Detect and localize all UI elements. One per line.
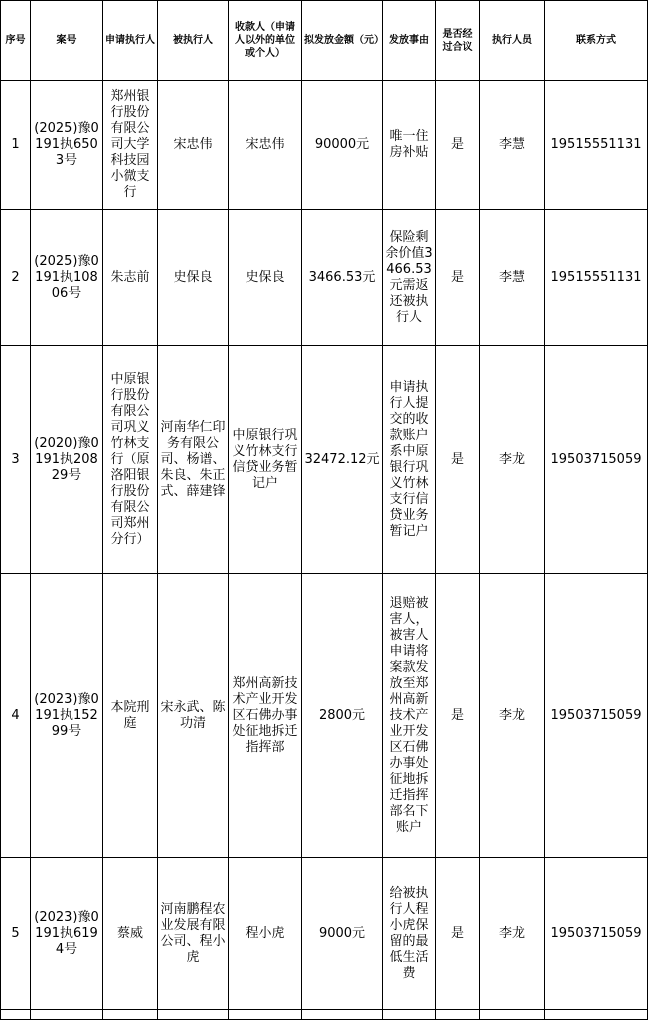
- cell-applicant: 郑州银行股份有限公司大学科技园小微支行: [103, 81, 158, 210]
- cell-reason: 申请执行人提交的收款账户系中原银行巩义竹林支行信贷业务暂记户: [383, 346, 436, 574]
- cell-contact: 19503715059: [545, 346, 648, 574]
- cell-officer: 李龙: [480, 574, 545, 858]
- header-reason: 发放事由: [383, 1, 436, 81]
- cell-seq: 5: [1, 858, 31, 1010]
- header-contact: 联系方式: [545, 1, 648, 81]
- cell-officer: 李慧: [480, 210, 545, 346]
- cell-case-no: (2020)豫0191执20829号: [31, 346, 103, 574]
- cell-case-no: (2023)豫0191执6194号: [31, 858, 103, 1010]
- header-officer: 执行人员: [480, 1, 545, 81]
- cell-amount: 32472.12元: [302, 346, 383, 574]
- cell-payee: 郑州高新技术产业开发区石佛办事处征地拆迁指挥部: [229, 574, 302, 858]
- cell-officer: 李龙: [480, 346, 545, 574]
- cell-payee: 程小虎: [229, 858, 302, 1010]
- cell-amount: 3466.53元: [302, 210, 383, 346]
- table-row-partial: [1, 1010, 648, 1020]
- cell-applicant: 朱志前: [103, 210, 158, 346]
- cell-meeting: 是: [436, 574, 480, 858]
- cell-amount: 9000元: [302, 858, 383, 1010]
- cell-officer: 李慧: [480, 81, 545, 210]
- header-payee: 收款人（申请人以外的单位或个人）: [229, 1, 302, 81]
- cell-applicant: 本院刑庭: [103, 574, 158, 858]
- cell-respondent: 河南华仁印务有限公司、杨谱、朱良、朱正式、薛建锋: [158, 346, 229, 574]
- table-row: [1, 346, 648, 574]
- table-row: [1, 210, 648, 346]
- header-applicant: 申请执行人: [103, 1, 158, 81]
- cell-seq: 4: [1, 574, 31, 858]
- cell-contact: 19503715059: [545, 858, 648, 1010]
- cell-seq: 2: [1, 210, 31, 346]
- header-row: [1, 1, 648, 81]
- cell-payee: 宋忠伟: [229, 81, 302, 210]
- cell-payee: 中原银行巩义竹林支行信贷业务暂记户: [229, 346, 302, 574]
- cell-reason: 退赔被害人，被害人申请将案款发放至郑州高新技术产业开发区石佛办事处征地拆迁指挥部名下账户: [383, 574, 436, 858]
- table-row: [1, 858, 648, 1010]
- cell-payee: 史保良: [229, 210, 302, 346]
- cell-meeting: 是: [436, 210, 480, 346]
- cell-reason: 保险剩余价值3466.53元需返还被执行人: [383, 210, 436, 346]
- cell-respondent: 宋永武、陈功清: [158, 574, 229, 858]
- cell-respondent: 宋忠伟: [158, 81, 229, 210]
- header-seq: 序号: [1, 1, 31, 81]
- cell-contact: 19503715059: [545, 574, 648, 858]
- cell-meeting: 是: [436, 858, 480, 1010]
- cell-respondent: 河南鹏程农业发展有限公司、程小虎: [158, 858, 229, 1010]
- cell-officer: 李龙: [480, 858, 545, 1010]
- cell-contact: 19515551131: [545, 81, 648, 210]
- cell-case-no: (2023)豫0191执15299号: [31, 574, 103, 858]
- header-respondent: 被执行人: [158, 1, 229, 81]
- cell-reason: 唯一住房补贴: [383, 81, 436, 210]
- cell-amount: 90000元: [302, 81, 383, 210]
- header-amount: 拟发放金额（元）: [302, 1, 383, 81]
- header-meeting: 是否经过合议: [436, 1, 480, 81]
- cell-meeting: 是: [436, 81, 480, 210]
- cell-seq: 3: [1, 346, 31, 574]
- cell-case-no: (2025)豫0191执10806号: [31, 210, 103, 346]
- cell-contact: 19515551131: [545, 210, 648, 346]
- table-row: [1, 574, 648, 858]
- header-case-no: 案号: [31, 1, 103, 81]
- cell-applicant: 蔡威: [103, 858, 158, 1010]
- cell-respondent: 史保良: [158, 210, 229, 346]
- cell-case-no: (2025)豫0191执6503号: [31, 81, 103, 210]
- cell-reason: 给被执行人程小虎保留的最低生活费: [383, 858, 436, 1010]
- cell-meeting: 是: [436, 346, 480, 574]
- cell-seq: 1: [1, 81, 31, 210]
- cell-applicant: 中原银行股份有限公司巩义竹林支行（原洛阳银行股份有限公司郑州分行）: [103, 346, 158, 574]
- cell-amount: 2800元: [302, 574, 383, 858]
- table-row: [1, 81, 648, 210]
